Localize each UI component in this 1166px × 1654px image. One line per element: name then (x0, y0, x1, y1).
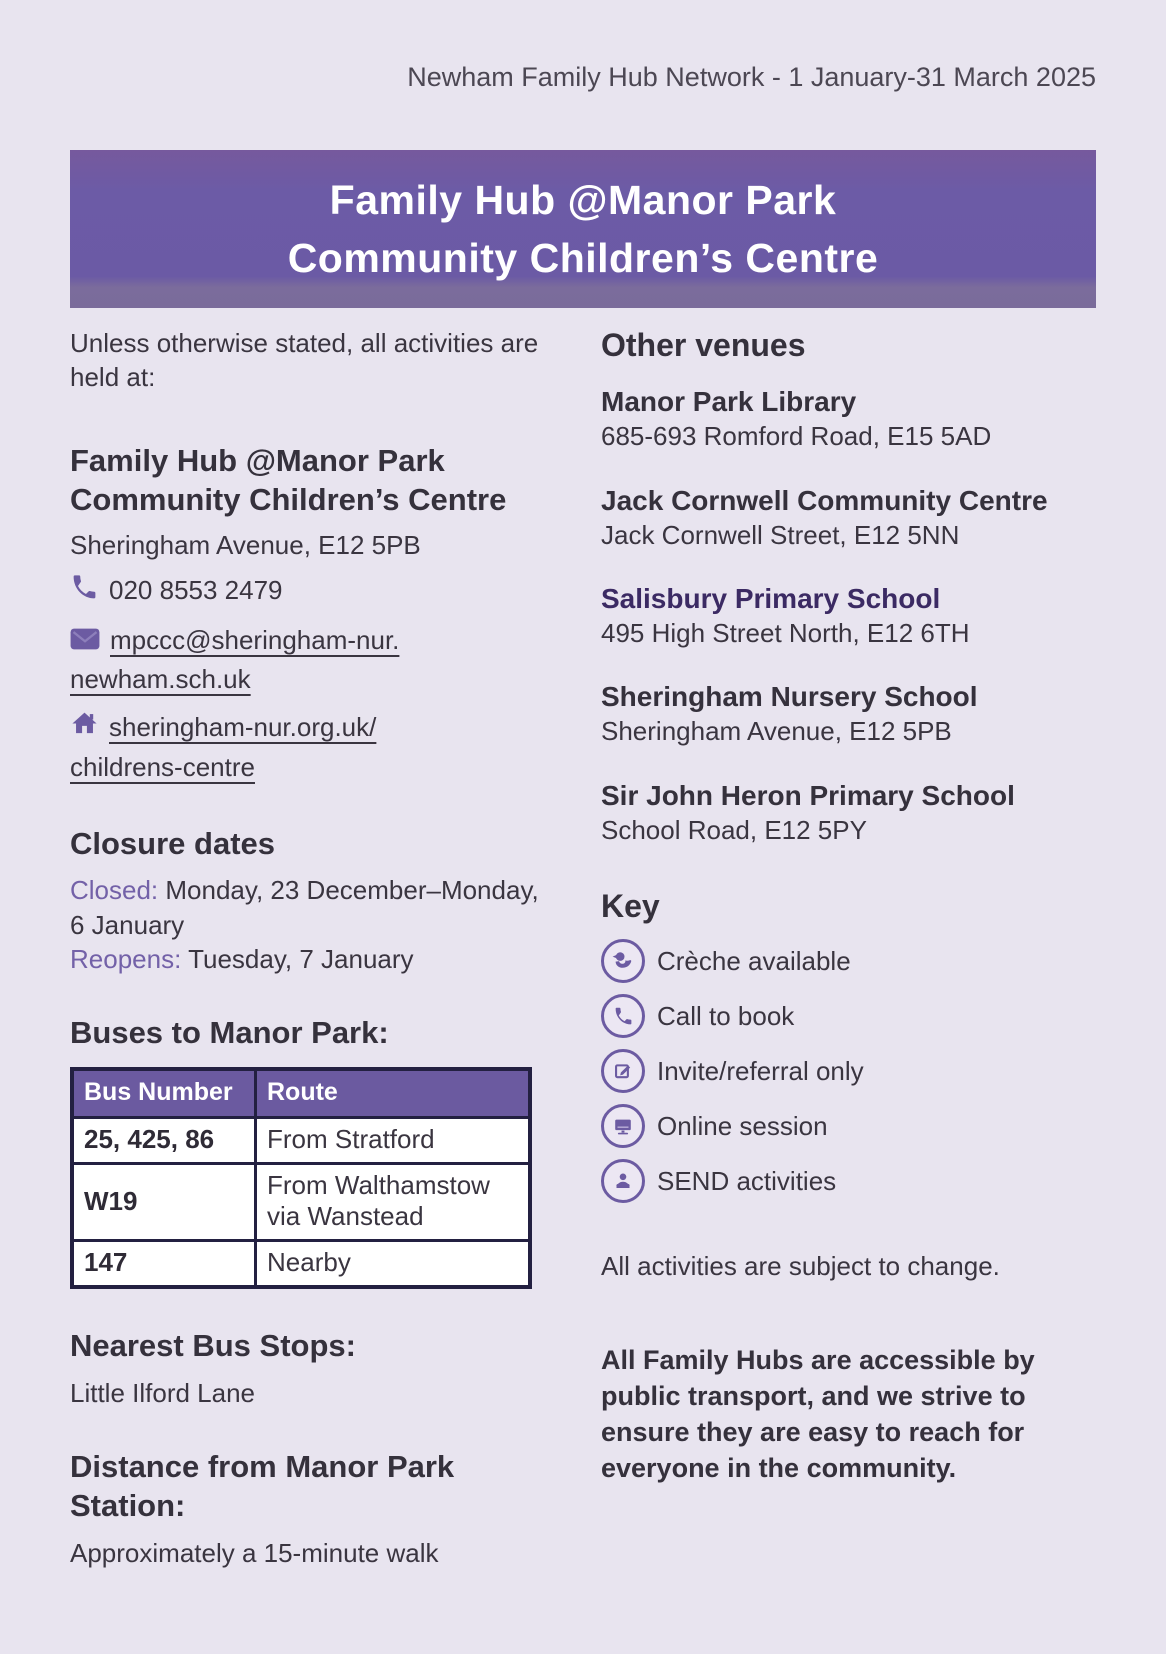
list-item (601, 778, 1101, 847)
list-item (601, 581, 1101, 650)
venue-name: Sheringham Nursery School (601, 681, 978, 713)
key-item-online (601, 1104, 1101, 1148)
list-item (601, 679, 1101, 748)
bus-number-cell: W19 (72, 1164, 256, 1241)
subject-to-change-note: All activities are subject to change. (601, 1251, 1000, 1282)
table-row (72, 1241, 530, 1288)
website-row (70, 709, 552, 787)
venue-address: School Road, E12 5PY (601, 814, 867, 845)
main-venue-address: Sheringham Avenue, E12 5PB (70, 529, 421, 560)
venue-address: Sheringham Avenue, E12 5PB (601, 716, 952, 747)
distance-heading: Distance from Manor Park Station: (70, 1449, 455, 1523)
table-row (72, 1164, 530, 1241)
bus-number-cell: 147 (72, 1241, 256, 1288)
list-item (601, 483, 1101, 552)
key-item-send (601, 1159, 1101, 1203)
accessibility-note: All Family Hubs are accessible by public transport, and we strive to ensure they are easy to reach for everyone in the community. (601, 1344, 1035, 1484)
distance-value: Approximately a 15-minute walk (70, 1537, 439, 1568)
key-item-label: Crèche available (657, 946, 851, 977)
venue-address: Jack Cornwell Street, E12 5NN (601, 519, 960, 550)
reopens-line (70, 942, 552, 976)
reopens-value: Tuesday, 7 January (188, 943, 414, 974)
intro-text: Unless otherwise stated, all activities are held at: (70, 328, 539, 393)
closure-dates-heading: Closure dates (70, 825, 276, 861)
other-venues-heading: Other venues (601, 327, 806, 363)
venue-address: 685-693 Romford Road, E15 5AD (601, 421, 992, 452)
route-cell: From Walthamstow via Wanstead (256, 1164, 531, 1241)
venue-name: Salisbury Primary School (601, 583, 941, 615)
phone-number: 020 8553 2479 (109, 575, 283, 606)
key-item-label: Online session (657, 1111, 828, 1142)
person-icon (601, 1159, 645, 1203)
key-heading: Key (601, 887, 660, 924)
route-cell: From Stratford (256, 1118, 531, 1164)
nearest-bus-stops-heading: Nearest Bus Stops: (70, 1328, 356, 1363)
home-icon (70, 714, 99, 744)
title-banner (70, 150, 1096, 308)
banner-title-line1: Family Hub @Manor Park (329, 176, 837, 223)
phone-icon (70, 578, 99, 608)
key-section (601, 887, 1101, 1203)
main-venue-name: Family Hub @Manor Park Community Children’s Centre (70, 442, 507, 518)
key-item-invite (601, 1049, 1101, 1093)
bus-number-column-header: Bus Number (72, 1069, 256, 1118)
email-link[interactable]: mpccc@sheringham-nur. (110, 625, 400, 656)
closed-value: Monday, 23 December–Monday, 6 January (70, 875, 539, 940)
right-column (601, 326, 1101, 1513)
table-row (72, 1118, 530, 1164)
key-item-label: Call to book (657, 1001, 795, 1032)
edit-icon (601, 1049, 645, 1093)
buses-heading: Buses to Manor Park: (70, 1015, 389, 1051)
document-header-note: Newham Family Hub Network - 1 January-31 March 2025 (407, 62, 1096, 92)
bus-table (70, 1067, 532, 1289)
venue-address: 495 High Street North, E12 6TH (601, 618, 970, 649)
venue-name: Sir John Heron Primary School (601, 779, 1015, 811)
venue-name: Manor Park Library (601, 386, 857, 418)
left-column (70, 326, 552, 1570)
email-icon (70, 627, 100, 657)
email-link-continued[interactable]: newham.sch.uk (70, 664, 251, 695)
duck-icon (601, 939, 645, 983)
email-row (70, 622, 552, 699)
phone-row (70, 572, 552, 612)
phone-icon (601, 994, 645, 1038)
nearest-bus-stops-value: Little Ilford Lane (70, 1377, 256, 1408)
list-item (601, 384, 1101, 453)
bus-table-header-row (72, 1069, 530, 1118)
closed-label: Closed: (70, 875, 159, 906)
reopens-label: Reopens: (70, 943, 182, 974)
bus-number-cell: 25, 425, 86 (72, 1118, 256, 1164)
closed-line (70, 873, 552, 942)
route-cell: Nearby (256, 1241, 531, 1288)
monitor-icon (601, 1104, 645, 1148)
key-item-creche (601, 939, 1101, 983)
key-item-call (601, 994, 1101, 1038)
banner-title-line2: Community Children’s Centre (287, 235, 879, 281)
website-link[interactable]: sheringham-nur.org.uk/ (109, 711, 377, 742)
venue-name: Jack Cornwell Community Centre (601, 484, 1048, 516)
key-item-label: Invite/referral only (657, 1056, 864, 1087)
key-item-label: SEND activities (657, 1166, 837, 1197)
website-link-continued[interactable]: childrens-centre (70, 751, 255, 782)
route-column-header: Route (256, 1069, 531, 1118)
